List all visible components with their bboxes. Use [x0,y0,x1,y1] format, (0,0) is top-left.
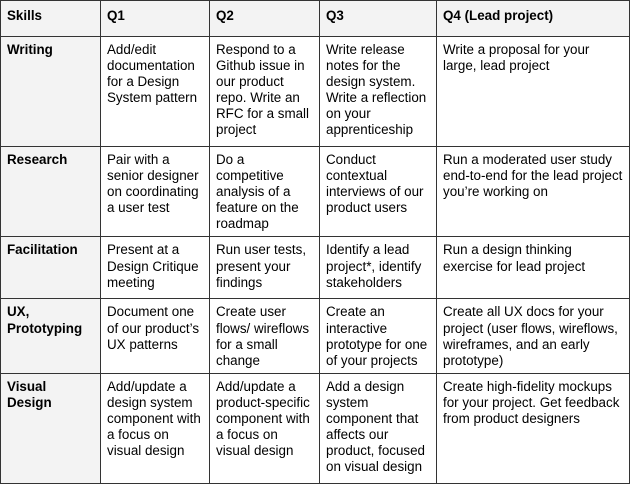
table-row-visual-design [1,373,630,483]
skill-cell: Facilitation [1,237,101,299]
header-q3: Q3 [320,1,437,37]
skill-cell: Visual Design [1,373,101,483]
q3-cell: Conduct contextual interviews of our product users [320,147,437,237]
q4-cell: Run a moderated user study end-to-end for the lead project you’re working on [437,147,630,237]
q4-cell: Write a proposal for your large, lead project [437,37,630,147]
q3-cell: Identify a lead project*, identify stakeholders [320,237,437,299]
q4-cell: Run a design thinking exercise for lead project [437,237,630,299]
q1-cell: Document one of our product’s UX patterns [101,299,210,373]
q4-cell: Create all UX docs for your project (user flows, wireflows, wireframes, and an early prototype) [437,299,630,373]
q2-cell: Run user tests, present your findings [210,237,320,299]
skill-cell: Research [1,147,101,237]
header-skills: Skills [1,1,101,37]
skill-cell: Writing [1,37,101,147]
q1-cell: Add/update a design system component with a focus on visual design [101,373,210,483]
header-q4: Q4 (Lead project) [437,1,630,37]
q1-cell: Present at a Design Critique meeting [101,237,210,299]
q2-cell: Respond to a Github issue in our product repo. Write an RFC for a small project [210,37,320,147]
table-row-ux-prototyping [1,299,630,373]
table-header-row [1,1,630,37]
table-row-facilitation [1,237,630,299]
table-row-research [1,147,630,237]
skill-cell: UX, Prototyping [1,299,101,373]
q2-cell: Create user flows/ wireflows for a small change [210,299,320,373]
q3-cell: Write release notes for the design system. Write a reflection on your apprenticeship [320,37,437,147]
q4-cell: Create high-fidelity mockups for your project. Get feedback from product designers [437,373,630,483]
header-q1: Q1 [101,1,210,37]
q1-cell: Pair with a senior designer on coordinating a user test [101,147,210,237]
q3-cell: Add a design system component that affects our product, focused on visual design [320,373,437,483]
table-row-writing [1,37,630,147]
q1-cell: Add/edit documentation for a Design System pattern [101,37,210,147]
q3-cell: Create an interactive prototype for one of your projects [320,299,437,373]
q2-cell: Do a competitive analysis of a feature on the roadmap [210,147,320,237]
header-q2: Q2 [210,1,320,37]
q2-cell: Add/update a product-specific component with a focus on visual design [210,373,320,483]
